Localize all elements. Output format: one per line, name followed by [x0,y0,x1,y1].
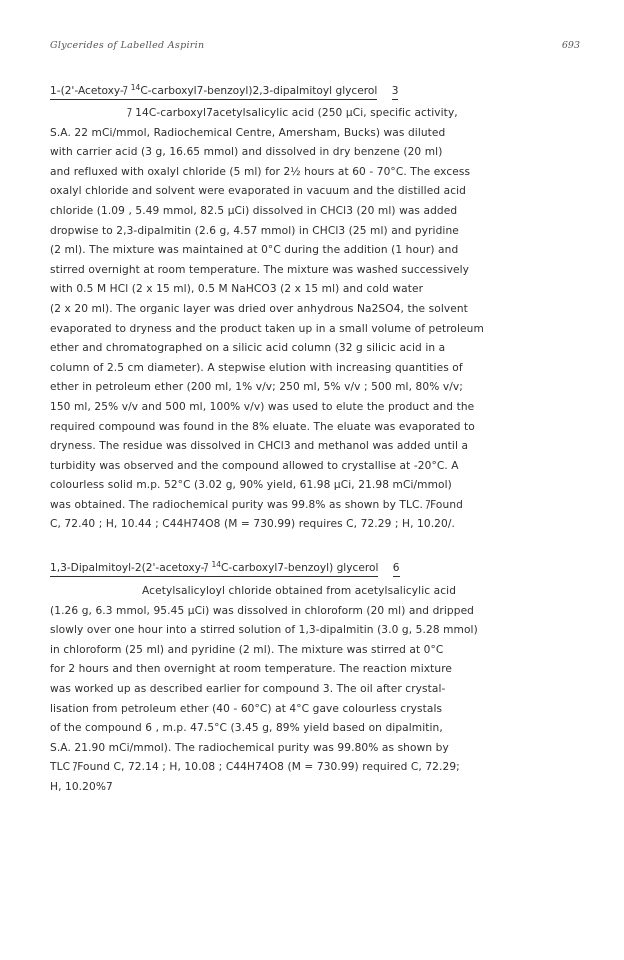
running-title: Glycerides of Labelled Aspirin [50,40,205,51]
text-line: slowly over one hour into a stirred solution of 1,3-dipalmitin (3.0 g, 5.28 mmol) [50,624,478,637]
text-line: chloride (1.09 , 5.49 mmol, 82.5 μCi) dissolved in CHCl3 (20 ml) was added [50,204,458,217]
text-line: Acetylsalicyloyl chloride obtained from acetylsalicylic acid [142,585,457,597]
text-line: of the compound 6 , m.p. 47.5°C (3.45 g, 89% yield based on dipalmitin, [50,722,443,735]
text-line: column of 2.5 cm diameter). A stepwise elution with increasing quantities of [50,361,463,374]
text-line: ether in petroleum ether (200 ml, 1% v/v; 250 ml, 5% v/v ; 500 ml, 80% v/v; [50,381,463,394]
text-line: ether and chromatographed on a silicic acid column (32 g silicic acid in a [50,342,446,355]
text-line: turbidity was observed and the compound allowed to crystallise at -20°C. A [50,459,459,472]
text-line: S.A. 22 mCi/mmol, Radiochemical Centre, Amersham, Bucks) was diluted [50,126,446,139]
text-line: was obtained. The radiochemical purity was 99.8% as shown by TLC. /̄Found [50,498,463,511]
compound-number: 3 [392,84,399,100]
paragraph-compound-6 [50,582,580,798]
text-line: lisation from petroleum ether (40 - 60°C) at 4°C gave colourless crystals [50,702,443,715]
text-line: dropwise to 2,3-dipalmitin (2.6 g, 4.57 mmol) in CHCl3 (25 ml) and pyridine [50,224,459,237]
text-line: TLC /̄Found C, 72.14 ; H, 10.08 ; C44H74O8 (M = 730.99) required C, 72.29; [50,761,460,774]
text-line: colourless solid m.p. 52°C (3.02 g, 90% yield, 61.98 μCi, 21.98 mCi/mmol) [50,479,452,492]
text-line: for 2 hours and then overnight at room temperature. The reaction mixture [50,663,453,676]
text-line: 150 ml, 25% v/v and 500 ml, 100% v/v) was used to elute the product and the [50,400,475,413]
text-line: with 0.5 M HCl (2 x 15 ml), 0.5 M NaHCO3 (2 x 15 ml) and cold water [50,283,424,296]
paragraph-compound-3 [50,104,580,535]
text-line: S.A. 21.90 mCi/mmol). The radiochemical purity was 99.80% as shown by [50,741,449,754]
section-heading-compound-6: 1,3-Dipalmitoyl-2(2'-acetoxy-/̄ $^{14}$C-carboxyl7-benzoyl) glycerol 6 [50,561,580,577]
text-line: and refluxed with oxalyl chloride (5 ml) for 2½ hours at 60 - 70°C. The excess [50,165,471,178]
page-number: 693 [561,40,580,51]
text-line: (2 x 20 ml). The organic layer was dried over anhydrous Na2SO4, the solvent [50,302,468,315]
text-line: oxalyl chloride and solvent were evaporated in vacuum and the distilled acid [50,185,467,198]
text-line: dryness. The residue was dissolved in CHCl3 and methanol was added until a [50,440,469,453]
text-line: /̄ 14C-carboxyl7acetylsalicylic acid (250 μCi, specific activity, [128,107,458,119]
section-heading-compound-3: 1-(2'-Acetoxy-/̄ $^{14}$C-carboxyl7-benzoyl)2,3-dipalmitoyl glycerol 3 [50,84,580,100]
text-line: (2 ml). The mixture was maintained at 0°C during the addition (1 hour) and [50,244,459,257]
running-header [50,40,580,56]
text-line: evaporated to dryness and the product taken up in a small volume of petroleum [50,322,484,335]
text-line: with carrier acid (3 g, 16.65 mmol) and dissolved in dry benzene (20 ml) [50,146,443,159]
text-line: H, 10.20%7 [50,780,113,793]
text-line: required compound was found in the 8% eluate. The eluate was evaporated to [50,420,475,433]
text-line: stirred overnight at room temperature. The mixture was washed successively [50,263,469,276]
text-line: C, 72.40 ; H, 10.44 ; C44H74O8 (M = 730.99) requires C, 72.29 ; H, 10.20/. [50,518,455,531]
text-line: (1.26 g, 6.3 mmol, 95.45 μCi) was dissolved in chloroform (20 ml) and dripped [50,604,475,617]
text-line: in chloroform (25 ml) and pyridine (2 ml). The mixture was stirred at 0°C [50,643,444,656]
compound-number: 6 [393,561,400,577]
text-line: was worked up as described earlier for compound 3. The oil after crystal- [50,682,446,695]
